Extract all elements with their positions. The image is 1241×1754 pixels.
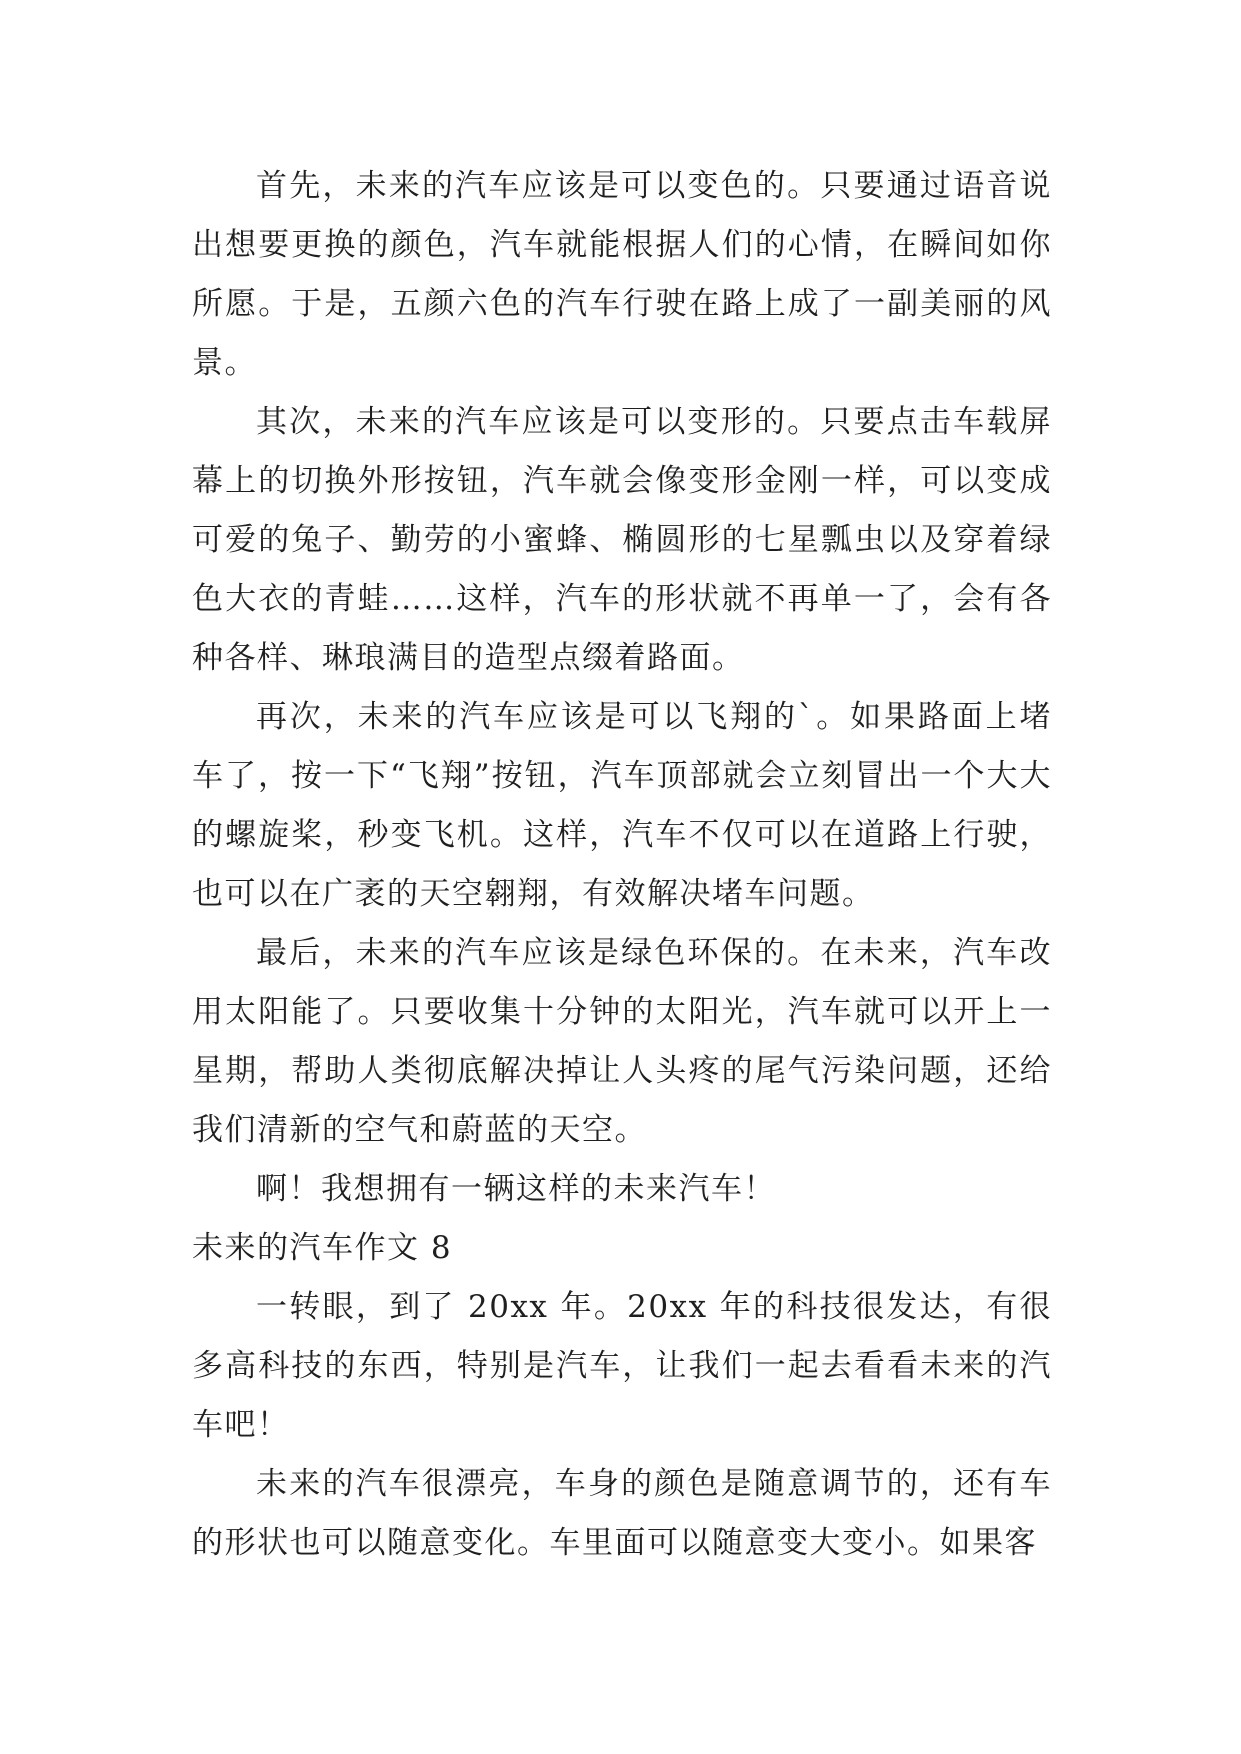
paragraph-intro-20xx: 一转眼，到了 20xx 年。20xx 年的科技很发达，有很多高科技的东西，特别是汽车，让我们一起去看看未来的汽车吧！ — [192, 1289, 1052, 1443]
paragraph-beautiful-car: 未来的汽车很漂亮，车身的颜色是随意调节的，还有车的形状也可以随意变化。车里面可以随意变大变小。如果客 — [192, 1466, 1052, 1561]
paragraph-flying: 再次，未来的汽车应该是可以飞翔的`。如果路面上堵车了，按一下“飞翔”按钮，汽车顶部就会立刻冒出一个大大的螺旋桨，秒变飞机。这样，汽车不仅可以在道路上行驶，也可以在广袤的天空翱翔，有效解决堵车问题。 — [192, 699, 1052, 912]
document-body — [192, 157, 1052, 1573]
section-heading: 未来的汽车作文 8 — [192, 1230, 453, 1266]
paragraph-conclusion: 啊！我想拥有一辆这样的未来汽车！ — [256, 1171, 776, 1207]
paragraph-color-change: 首先，未来的汽车应该是可以变色的。只要通过语音说出想要更换的颜色，汽车就能根据人们的心情，在瞬间如你所愿。于是，五颜六色的汽车行驶在路上成了一副美丽的风景。 — [192, 168, 1052, 381]
paragraph-green-energy: 最后，未来的汽车应该是绿色环保的。在未来，汽车改用太阳能了。只要收集十分钟的太阳光，汽车就可以开上一星期，帮助人类彻底解决掉让人头疼的尾气污染问题，还给我们清新的空气和蔚蓝的天空。 — [192, 935, 1052, 1148]
paragraph-shape-change: 其次，未来的汽车应该是可以变形的。只要点击车载屏幕上的切换外形按钮，汽车就会像变形金刚一样，可以变成可爱的兔子、勤劳的小蜜蜂、椭圆形的七星瓢虫以及穿着绿色大衣的青蛙……这样，汽车的形状就不再单一了，会有各种各样、琳琅满目的造型点缀着路面。 — [192, 404, 1052, 676]
